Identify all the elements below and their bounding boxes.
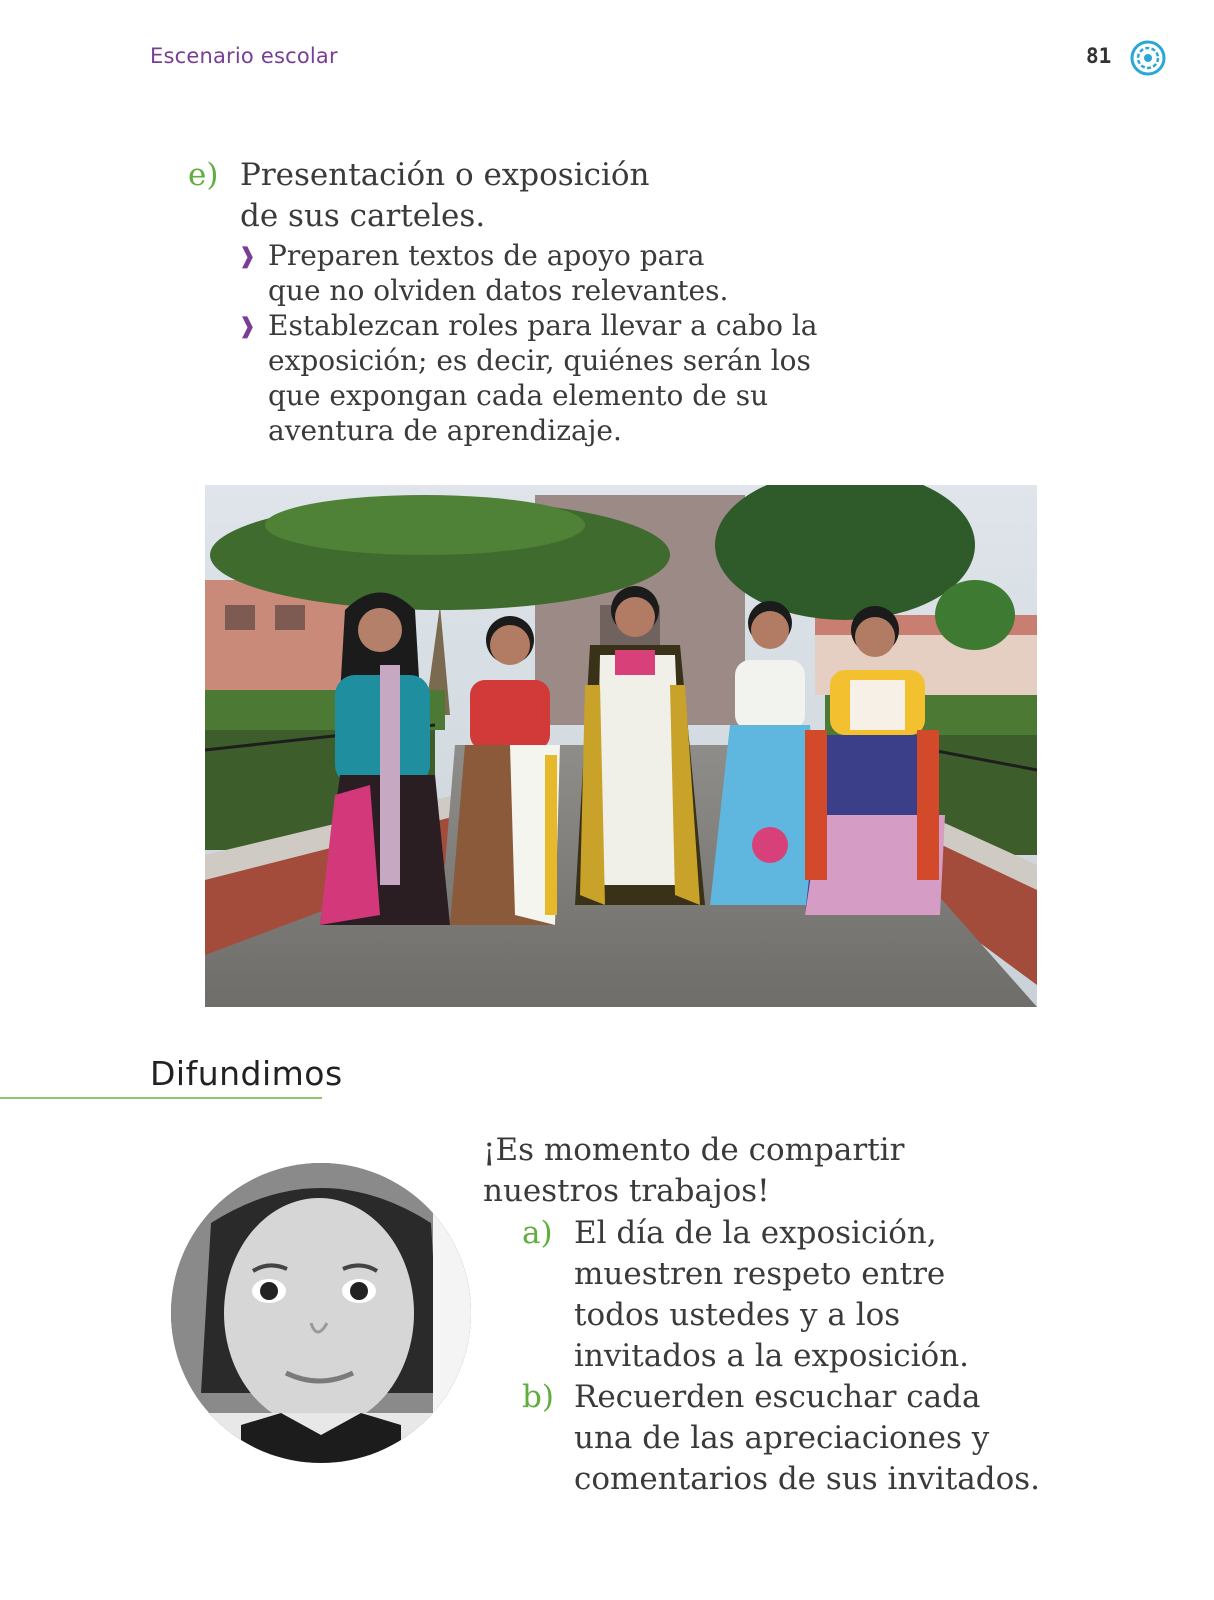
running-head: Escenario escolar <box>150 44 338 68</box>
flower-emblem-icon <box>1130 40 1166 76</box>
item-text: Recuerden escuchar cada una de las apreciaciones y comentarios de sus invitados. <box>574 1379 1041 1497</box>
bullet-item <box>238 308 828 448</box>
chevron-bullet-icon: ❱ <box>238 314 257 339</box>
bullet-text: Establezcan roles para llevar a cabo la exposición; es decir, quiénes serán los que expongan cada elemento de su aventura de aprendizaje. <box>268 309 818 447</box>
intro-text: ¡Es momento de compartir nuestros trabajos! <box>483 1132 905 1209</box>
item-marker: e) <box>188 157 219 193</box>
bullet-text: Preparen textos de apoyo para que no olviden datos relevantes. <box>268 239 729 307</box>
item-text: El día de la exposición, muestren respeto entre todos ustedes y a los invitados a la exposición. <box>574 1215 970 1374</box>
photo-girls-traditional-dress <box>205 485 1037 1007</box>
list-item-b <box>522 1377 1044 1500</box>
item-marker: b) <box>522 1379 554 1415</box>
portrait-photo-girl <box>171 1163 471 1463</box>
difundimos-list <box>522 1213 1042 1500</box>
section-rule <box>0 1097 322 1099</box>
chevron-bullet-icon: ❱ <box>238 244 257 269</box>
section-title: Difundimos <box>150 1054 343 1093</box>
list-item-a <box>522 1213 1024 1377</box>
bullet-list <box>238 238 838 448</box>
page-number: 81 <box>1086 44 1112 68</box>
list-item-e <box>188 155 828 237</box>
item-marker: a) <box>522 1215 553 1251</box>
bullet-item <box>238 238 738 308</box>
item-text: Presentación o exposición de sus carteles. <box>240 157 650 234</box>
